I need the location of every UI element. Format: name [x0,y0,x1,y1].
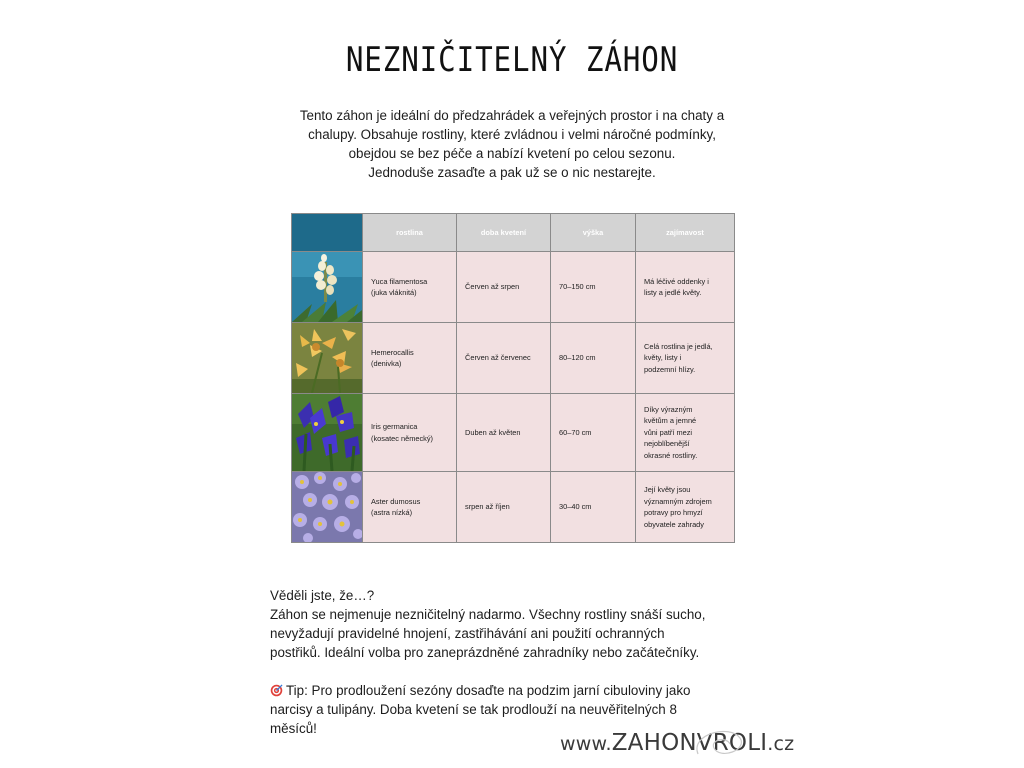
plant-height: 70–150 cm [559,282,596,292]
plant-height: 80–120 cm [559,353,596,363]
did-you-know-line: nevyžadují pravidelné hnojení, zastřihávání ani použití ochranných [270,626,665,641]
table-row [292,394,735,472]
fact-line: významným zdrojem [644,496,712,506]
website-suffix: .cz [767,733,795,755]
plant-name-cell [363,394,457,472]
intro-line: chalupy. Obsahuje rostliny, které zvládnou i velmi náročné podmínky, [308,127,716,142]
tip-line [270,681,760,700]
plant-photo-hemerocallis [292,323,363,394]
bloom-time-cell [457,472,551,543]
height-cell [551,394,636,472]
fact-line: Celá rostlina je jedlá, [644,341,713,351]
header-doba-kveteni: doba kvetení [457,214,551,252]
website-brand: ZAHONVROLI [611,730,768,756]
height-cell [551,252,636,323]
plant-latin-name: Yuca filamentosa [371,276,428,286]
bloom-time-cell [457,394,551,472]
fact-line: Její květy jsou [644,485,691,494]
did-you-know-line: postřiků. Ideální volba pro zaneprázdněné zahradníky nebo začátečníky. [270,645,700,660]
plant-name-cell [363,472,457,543]
bloom-time: Duben až květen [465,427,521,437]
plant-czech-name: (denivka) [371,359,402,368]
tip-text: Tip: Pro prodloužení sezóny dosaďte na podzim jarní cibuloviny jako [286,683,691,698]
fact-cell [636,394,735,472]
did-you-know-heading: Věděli jste, že…? [270,588,375,603]
header-rostlina: rostlina [363,214,457,252]
plants-table [291,213,735,543]
fact-line: obyvatele zahrady [644,519,704,529]
header-zajimavost: zajímavost [636,214,735,252]
tip-line: měsíců! [270,721,317,736]
bloom-time-cell [457,323,551,394]
plant-photo-iris [292,394,363,472]
fact-line: nejoblíbenější [644,439,690,449]
plant-photo-yucca [292,252,363,323]
plant-photo-aster [292,472,363,543]
table-row [292,472,735,543]
target-icon [270,684,283,697]
plant-height: 60–70 cm [559,427,592,437]
plant-czech-name: (juka vláknitá) [371,288,417,297]
tip-line: narcisy a tulipány. Doba kvetení se tak prodlouží na neuvěřitelných 8 [270,702,677,717]
plant-latin-name: Hemerocallis [371,347,414,357]
intro-text [262,106,762,182]
table-header-row [292,214,735,252]
plant-czech-name: (kosatec německý) [371,433,434,443]
intro-line: obejdou se bez péče a nabízí kvetení po celou sezonu. [348,146,676,161]
intro-line: Jednoduše zasaďte a pak už se o nic nestarejte. [368,165,656,180]
fact-line: okrasné rostliny. [644,450,698,460]
did-you-know-section [270,586,760,738]
fact-line: vůni patří mezi [644,427,693,437]
plant-czech-name: (astra nízká) [371,508,413,517]
plant-name-cell [363,323,457,394]
fact-line: Díky výrazným [644,404,693,414]
intro-line: Tento záhon je ideální do předzahrádek a veřejných prostor i na chaty a [299,108,725,123]
fact-line: potravy pro hmyzí [644,508,703,517]
table-row [292,252,735,323]
height-cell [551,472,636,543]
logo-swirl-icon [690,724,760,764]
bloom-time-cell [457,252,551,323]
fact-line: listy a jedlé květy. [644,288,702,297]
website-prefix: www. [560,733,612,755]
fact-cell [636,472,735,543]
header-vyska: výška [551,214,636,252]
page-title: NEZNIČITELNÝ ZÁHON [345,40,679,80]
height-cell [551,323,636,394]
bloom-time: srpen až říjen [465,502,510,512]
fact-cell [636,323,735,394]
plant-latin-name: Aster dumosus [371,496,421,506]
fact-line: květům a jemné [644,416,697,426]
plant-height: 30–40 cm [559,502,592,512]
header-image-cell [292,214,363,252]
plant-name-cell [363,252,457,323]
bloom-time: Červen až červenec [465,353,531,363]
did-you-know-line: Záhon se nejmenuje nezničitelný nadarmo. Všechny rostliny snáší sucho, [270,607,706,622]
fact-cell [636,252,735,323]
table-row [292,323,735,394]
website-link[interactable] [560,730,794,756]
bloom-time: Červen až srpen [465,282,520,292]
fact-line: Má léčivé oddenky i [644,276,709,286]
plant-latin-name: Iris germanica [371,422,418,431]
fact-line: květy, listy i [644,353,682,363]
fact-line: podzemní hlízy. [644,364,696,374]
